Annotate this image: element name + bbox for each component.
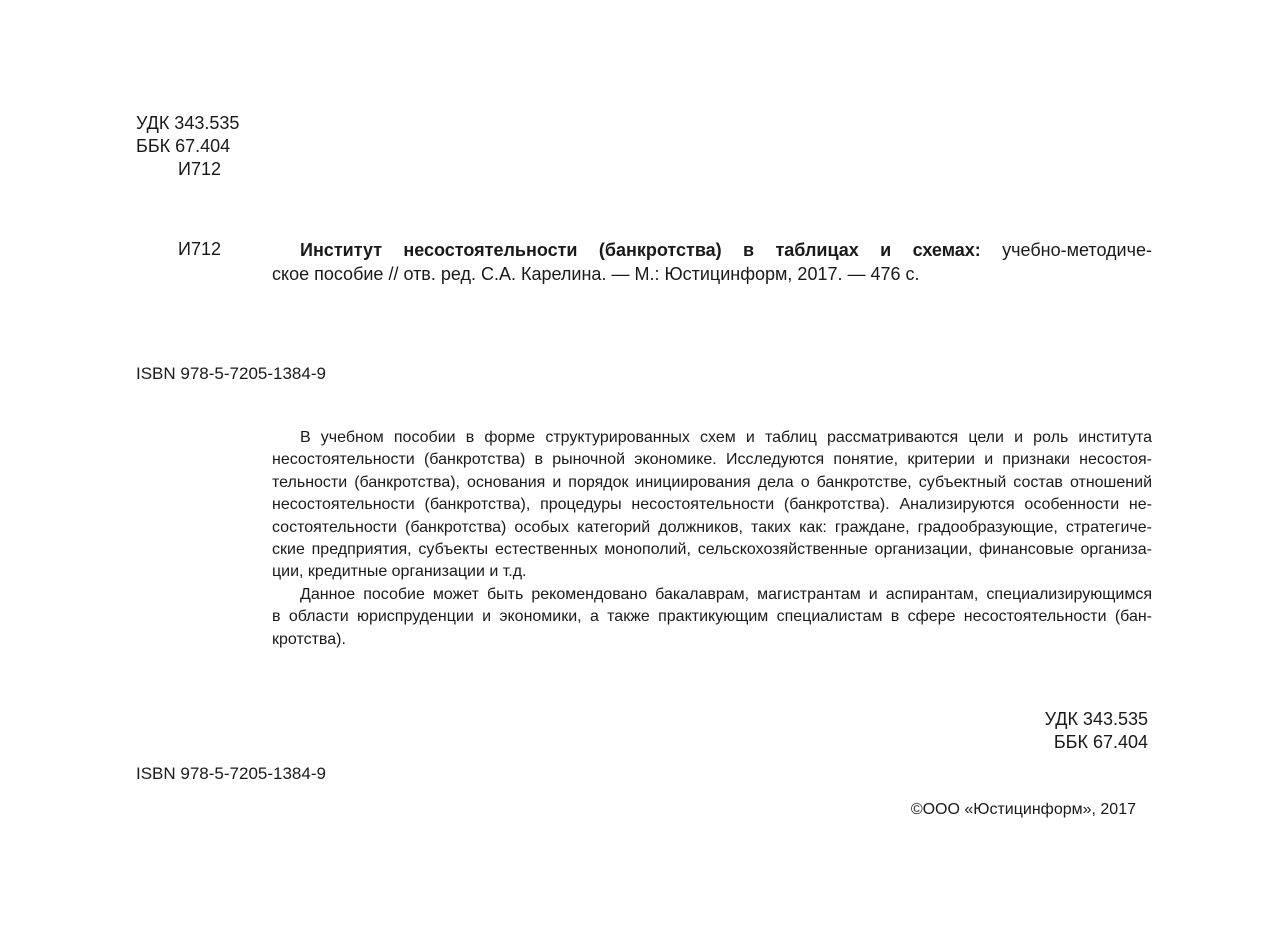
- book-subtitle-start: учебно-методиче-: [980, 240, 1152, 260]
- bbk-code: ББК 67.404: [136, 136, 231, 156]
- entry-author-mark: И712: [178, 239, 221, 259]
- abstract-line: несостоятельности (банкротства), процедуры несостоятельности (банкротства). Анализируются особенности не-: [272, 496, 1152, 514]
- abstract: [272, 427, 1152, 651]
- bbk-code-footer: ББК 67.404: [1053, 732, 1148, 752]
- bibliographic-line-2: ское пособие // отв. ред. С.А. Карелина. — М.: Юстицинформ, 2017. — 476 с.: [272, 264, 920, 284]
- abstract-line: состоятельности (банкротства) особых категорий должников, таких как: граждане, градообразующие, стратегиче-: [272, 518, 1152, 536]
- isbn-footer: ISBN 978-5-7205-1384-9: [136, 764, 326, 783]
- abstract-line: несостоятельности (банкротства) в рыночной экономике. Исследуются понятие, критерии и признаки несостоя-: [272, 451, 1152, 469]
- abstract-line: ции, кредитные организации и т.д.: [272, 563, 527, 581]
- bibliographic-entry: [272, 238, 1152, 286]
- abstract-line: Данное пособие может быть рекомендовано бакалаврам, магистрантам и аспирантам, специализирующимся: [300, 585, 1152, 603]
- abstract-line: тельности (банкротства), основания и порядок инициирования дела о банкротстве, субъектный состав отношений: [272, 473, 1152, 491]
- book-title: Институт несостоятельности (банкротства) в таблицах и схемах:: [300, 240, 981, 260]
- abstract-line: кротства).: [272, 630, 346, 648]
- udk-code: УДК 343.535: [136, 113, 240, 133]
- abstract-line: в области юриспруденции и экономики, а также практикующим специалистам в сфере несостоятельности (бан-: [272, 608, 1152, 626]
- abstract-line: В учебном пособии в форме структурированных схем и таблиц рассматриваются цели и роль института: [300, 429, 1152, 446]
- isbn: ISBN 978-5-7205-1384-9: [136, 364, 326, 383]
- abstract-line: ские предприятия, субъекты естественных монополий, сельскохозяйственные организации, финансовые организа-: [272, 541, 1152, 559]
- udk-code-footer: УДК 343.535: [1044, 709, 1148, 729]
- copyright: ©ООО «Юстицинформ», 2017: [910, 801, 1136, 818]
- author-mark: И712: [178, 159, 221, 179]
- bibliographic-line-1: [272, 238, 1152, 262]
